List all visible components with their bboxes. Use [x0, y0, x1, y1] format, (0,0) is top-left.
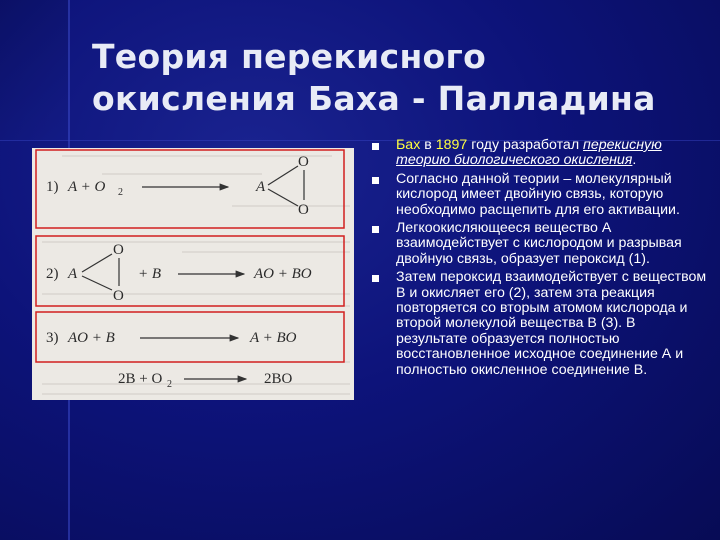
bullet-square-icon [372, 226, 379, 233]
reaction-scheme-svg [32, 148, 354, 400]
reaction-3-products: A + BO [250, 330, 297, 346]
reaction-4-product: 2BO [264, 371, 293, 387]
slide-title [92, 36, 692, 120]
reaction-1-reactants: A + O [68, 179, 106, 195]
reaction-2-products: AO + BO [254, 266, 312, 282]
reaction-1-bond-bottom [268, 189, 298, 206]
bullet-item-3 [368, 221, 708, 267]
reaction-3-reactants: AO + B [68, 330, 115, 346]
reaction-2-oxygen-top: O [113, 242, 124, 258]
reaction-2-bond-bottom [82, 276, 112, 290]
title-line-2: окисления Баха - Палладина [92, 79, 656, 118]
reaction-1-number: 1) [46, 179, 59, 195]
reaction-3-number: 3) [46, 330, 59, 346]
reaction-4 [118, 371, 293, 390]
bullet-list [368, 138, 708, 381]
bullet-square-icon [372, 275, 379, 282]
reaction-scheme-image [32, 148, 354, 400]
bullet-3-text: Легкоокисляющееся вещество А взаимодействует с кислородом и разрывая двойную связь, образует пероксид (1). [396, 220, 682, 267]
bullet-1-pre-year: в [420, 137, 436, 153]
bullet-1-year: 1897 [435, 137, 468, 153]
bullet-item-2 [368, 172, 708, 218]
bullet-1-end: . [632, 152, 637, 169]
title-line-1: Теория перекисного [92, 37, 487, 76]
bullet-square-icon [372, 143, 379, 150]
reaction-2-reactant: A [68, 266, 78, 282]
bullet-4-text: Затем пероксид взаимодействует с веществом В и окисляет его (2), затем эта реакция повторяется со вторым атомом кислорода и второй молекулой вещества В (3). В результате образуется полностью восстановленное исходное соединение А и полностью окисленное соединение В. [396, 269, 707, 378]
bullet-item-4 [368, 270, 708, 378]
bullet-item-1 [368, 138, 708, 169]
reaction-3 [46, 330, 297, 346]
title-corner-decoration [0, 0, 70, 140]
bullet-square-icon [372, 177, 379, 184]
reaction-4-subscript: 2 [167, 379, 172, 390]
reaction-2-bond-top [82, 254, 112, 272]
reaction-2-number: 2) [46, 266, 59, 282]
reaction-2 [46, 242, 312, 304]
reaction-1 [46, 154, 309, 218]
reaction-1-product: A [256, 179, 266, 195]
reaction-1-oxygen-top: O [298, 154, 309, 170]
reaction-1-oxygen-bottom: O [298, 202, 309, 218]
bullet-1-after-year: году разработал [467, 137, 584, 153]
bullet-1-theory-name: перекисную теорию биологического окисления [396, 137, 662, 169]
bullet-2-text: Согласно данной теории – молекулярный кислород имеет двойную связь, которую необходимо расщепить для его активации. [396, 170, 680, 218]
reaction-4-reactants: 2B + O [118, 371, 163, 387]
reaction-1-bond-top [268, 166, 298, 185]
bullet-1-name: Бах [396, 137, 421, 153]
reaction-2-oxygen-bottom: O [113, 288, 124, 304]
reaction-1-subscript: 2 [118, 187, 123, 198]
reaction-2-plus-b: + B [138, 266, 162, 282]
